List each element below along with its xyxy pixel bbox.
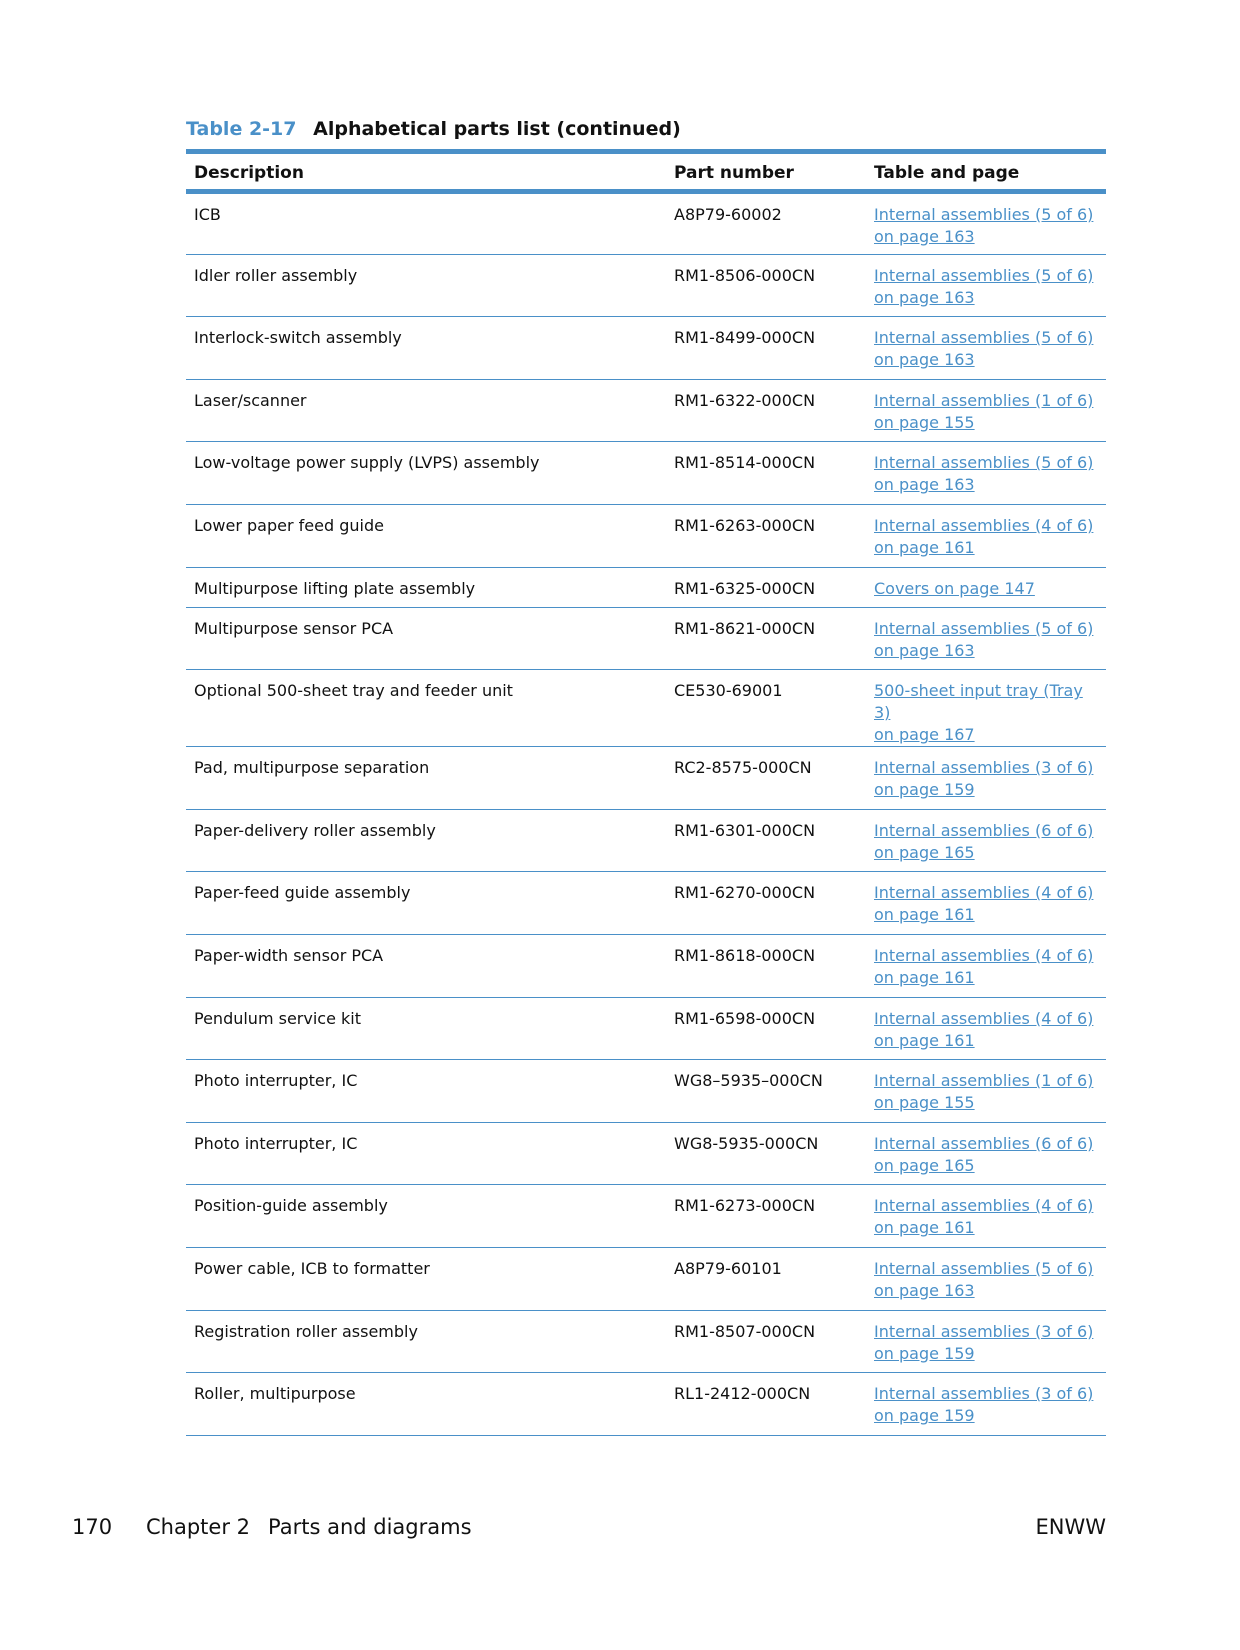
footer-chapter-label: Chapter 2 xyxy=(146,1515,250,1539)
cell-table-and-page xyxy=(866,872,1106,935)
cell-description: Registration roller assembly xyxy=(186,1310,666,1373)
reference-link[interactable]: Internal assemblies (3 of 6) xyxy=(874,1321,1094,1341)
reference-link[interactable]: Internal assemblies (4 of 6) xyxy=(874,1008,1094,1028)
reference-link[interactable]: Internal assemblies (4 of 6) xyxy=(874,1196,1094,1216)
cell-table-and-page xyxy=(866,1373,1106,1436)
cell-table-and-page xyxy=(866,504,1106,567)
cell-table-and-page xyxy=(866,254,1106,317)
parts-table xyxy=(186,149,1106,1436)
table-row xyxy=(186,670,1106,747)
cell-description: Low-voltage power supply (LVPS) assembly xyxy=(186,442,666,505)
reference-link-page[interactable]: on page 163 xyxy=(874,227,975,246)
cell-part-number: RM1-8507-000CN xyxy=(666,1310,866,1373)
cell-table-and-page xyxy=(866,442,1106,505)
table-row xyxy=(186,192,1106,255)
cell-description: ICB xyxy=(186,192,666,255)
reference-link-page[interactable]: on page 165 xyxy=(874,842,975,862)
cell-table-and-page xyxy=(866,1122,1106,1185)
table-row xyxy=(186,607,1106,670)
reference-link[interactable]: 500-sheet input tray (Tray 3) xyxy=(874,681,1083,723)
cell-description: Position-guide assembly xyxy=(186,1185,666,1248)
reference-link[interactable]: Internal assemblies (5 of 6) xyxy=(874,453,1094,473)
cell-part-number: A8P79-60002 xyxy=(666,192,866,255)
cell-description: Power cable, ICB to formatter xyxy=(186,1247,666,1310)
table-row xyxy=(186,1060,1106,1123)
table-row xyxy=(186,254,1106,317)
cell-description: Lower paper feed guide xyxy=(186,504,666,567)
cell-description: Paper-width sensor PCA xyxy=(186,934,666,997)
reference-link-page[interactable]: on page 159 xyxy=(874,780,975,800)
cell-description: Interlock-switch assembly xyxy=(186,317,666,380)
reference-link-page[interactable]: on page 167 xyxy=(874,725,975,745)
footer-chapter xyxy=(146,1515,472,1539)
table-row xyxy=(186,317,1106,380)
cell-table-and-page xyxy=(866,1060,1106,1123)
cell-description: Multipurpose lifting plate assembly xyxy=(186,567,666,607)
header-description: Description xyxy=(186,152,666,192)
reference-link[interactable]: Internal assemblies (5 of 6) xyxy=(874,1258,1094,1278)
header-part-number: Part number xyxy=(666,152,866,192)
cell-part-number: WG8-5935-000CN xyxy=(666,1122,866,1185)
reference-link-page[interactable]: on page 161 xyxy=(874,967,975,987)
cell-table-and-page xyxy=(866,670,1106,747)
cell-part-number: RM1-6325-000CN xyxy=(666,567,866,607)
reference-link-page[interactable]: on page 163 xyxy=(874,287,975,307)
table-row xyxy=(186,1373,1106,1436)
cell-part-number: RM1-6322-000CN xyxy=(666,379,866,442)
reference-link-page[interactable]: on page 165 xyxy=(874,1155,975,1175)
cell-part-number: WG8–5935–000CN xyxy=(666,1060,866,1123)
cell-part-number: RM1-8506-000CN xyxy=(666,254,866,317)
cell-description: Multipurpose sensor PCA xyxy=(186,607,666,670)
reference-link-page[interactable]: on page 161 xyxy=(874,1030,975,1050)
reference-link-page[interactable]: on page 163 xyxy=(874,350,975,370)
table-row xyxy=(186,567,1106,607)
footer-right-text: ENWW xyxy=(1035,1515,1106,1539)
cell-table-and-page xyxy=(866,607,1106,670)
reference-link[interactable]: Internal assemblies (4 of 6) xyxy=(874,945,1094,965)
reference-link[interactable]: Internal assemblies (4 of 6) xyxy=(874,515,1094,535)
reference-link[interactable]: Internal assemblies (3 of 6) xyxy=(874,1384,1094,1404)
table-row xyxy=(186,997,1106,1060)
cell-description: Pad, multipurpose separation xyxy=(186,747,666,810)
cell-part-number: A8P79-60101 xyxy=(666,1247,866,1310)
cell-table-and-page xyxy=(866,317,1106,380)
cell-description: Laser/scanner xyxy=(186,379,666,442)
table-caption-label: Table 2-17 xyxy=(186,118,297,140)
cell-description: Photo interrupter, IC xyxy=(186,1122,666,1185)
reference-link-page[interactable]: on page 163 xyxy=(874,475,975,495)
cell-description: Roller, multipurpose xyxy=(186,1373,666,1436)
cell-table-and-page xyxy=(866,192,1106,255)
table-caption xyxy=(186,118,681,140)
header-table-and-page: Table and page xyxy=(866,152,1106,192)
reference-link-page[interactable]: on page 161 xyxy=(874,537,975,557)
reference-link[interactable]: Internal assemblies (6 of 6) xyxy=(874,1133,1094,1153)
cell-part-number: RM1-6270-000CN xyxy=(666,872,866,935)
table-row xyxy=(186,379,1106,442)
table-row xyxy=(186,747,1106,810)
cell-description: Paper-delivery roller assembly xyxy=(186,809,666,872)
table-header-row xyxy=(186,152,1106,192)
reference-link-page[interactable]: on page 163 xyxy=(874,1280,975,1300)
cell-table-and-page xyxy=(866,747,1106,810)
cell-part-number: RM1-8618-000CN xyxy=(666,934,866,997)
table-row xyxy=(186,1185,1106,1248)
table-row xyxy=(186,872,1106,935)
cell-part-number: RM1-6273-000CN xyxy=(666,1185,866,1248)
cell-table-and-page xyxy=(866,934,1106,997)
parts-table-body xyxy=(186,192,1106,1436)
reference-link[interactable]: Internal assemblies (4 of 6) xyxy=(874,883,1094,903)
reference-link[interactable]: Internal assemblies (1 of 6) xyxy=(874,390,1094,410)
cell-part-number: RM1-6301-000CN xyxy=(666,809,866,872)
reference-link[interactable]: Internal assemblies (5 of 6) xyxy=(874,328,1094,348)
cell-part-number: RM1-6598-000CN xyxy=(666,997,866,1060)
cell-table-and-page xyxy=(866,379,1106,442)
table-row xyxy=(186,809,1106,872)
cell-part-number: RL1-2412-000CN xyxy=(666,1373,866,1436)
cell-part-number: RM1-8514-000CN xyxy=(666,442,866,505)
reference-link[interactable]: Covers on page 147 xyxy=(874,578,1035,598)
cell-part-number: CE530-69001 xyxy=(666,670,866,747)
cell-description: Photo interrupter, IC xyxy=(186,1060,666,1123)
reference-link-page[interactable]: on page 159 xyxy=(874,1343,975,1363)
table-row xyxy=(186,934,1106,997)
cell-part-number: RC2-8575-000CN xyxy=(666,747,866,810)
table-caption-title: Alphabetical parts list (continued) xyxy=(313,118,681,140)
cell-part-number: RM1-8499-000CN xyxy=(666,317,866,380)
reference-link[interactable]: Internal assemblies (6 of 6) xyxy=(874,820,1094,840)
cell-table-and-page xyxy=(866,567,1106,607)
cell-table-and-page xyxy=(866,997,1106,1060)
table-row xyxy=(186,1310,1106,1373)
cell-part-number: RM1-8621-000CN xyxy=(666,607,866,670)
cell-description: Paper-feed guide assembly xyxy=(186,872,666,935)
reference-link[interactable]: Internal assemblies (3 of 6) xyxy=(874,758,1094,778)
table-row xyxy=(186,504,1106,567)
cell-part-number: RM1-6263-000CN xyxy=(666,504,866,567)
reference-link-page[interactable]: on page 155 xyxy=(874,1093,975,1113)
reference-link-page[interactable]: on page 161 xyxy=(874,905,975,925)
reference-link-page[interactable]: on page 155 xyxy=(874,412,975,432)
footer-chapter-title: Parts and diagrams xyxy=(268,1515,472,1539)
reference-link[interactable]: Internal assemblies (1 of 6) xyxy=(874,1071,1094,1091)
reference-link-page[interactable]: on page 159 xyxy=(874,1406,975,1426)
cell-table-and-page xyxy=(866,1310,1106,1373)
reference-link-page[interactable]: on page 161 xyxy=(874,1218,975,1238)
table-row xyxy=(186,1247,1106,1310)
cell-table-and-page xyxy=(866,809,1106,872)
cell-description: Pendulum service kit xyxy=(186,997,666,1060)
reference-link-page[interactable]: on page 163 xyxy=(874,640,975,660)
cell-table-and-page xyxy=(866,1185,1106,1248)
table-row xyxy=(186,1122,1106,1185)
reference-link[interactable]: Internal assemblies (5 of 6) xyxy=(874,205,1094,224)
cell-description: Idler roller assembly xyxy=(186,254,666,317)
reference-link[interactable]: Internal assemblies (5 of 6) xyxy=(874,618,1094,638)
footer-page-number: 170 xyxy=(72,1515,113,1539)
cell-table-and-page xyxy=(866,1247,1106,1310)
reference-link[interactable]: Internal assemblies (5 of 6) xyxy=(874,265,1094,285)
cell-description: Optional 500-sheet tray and feeder unit xyxy=(186,670,666,747)
table-row xyxy=(186,442,1106,505)
